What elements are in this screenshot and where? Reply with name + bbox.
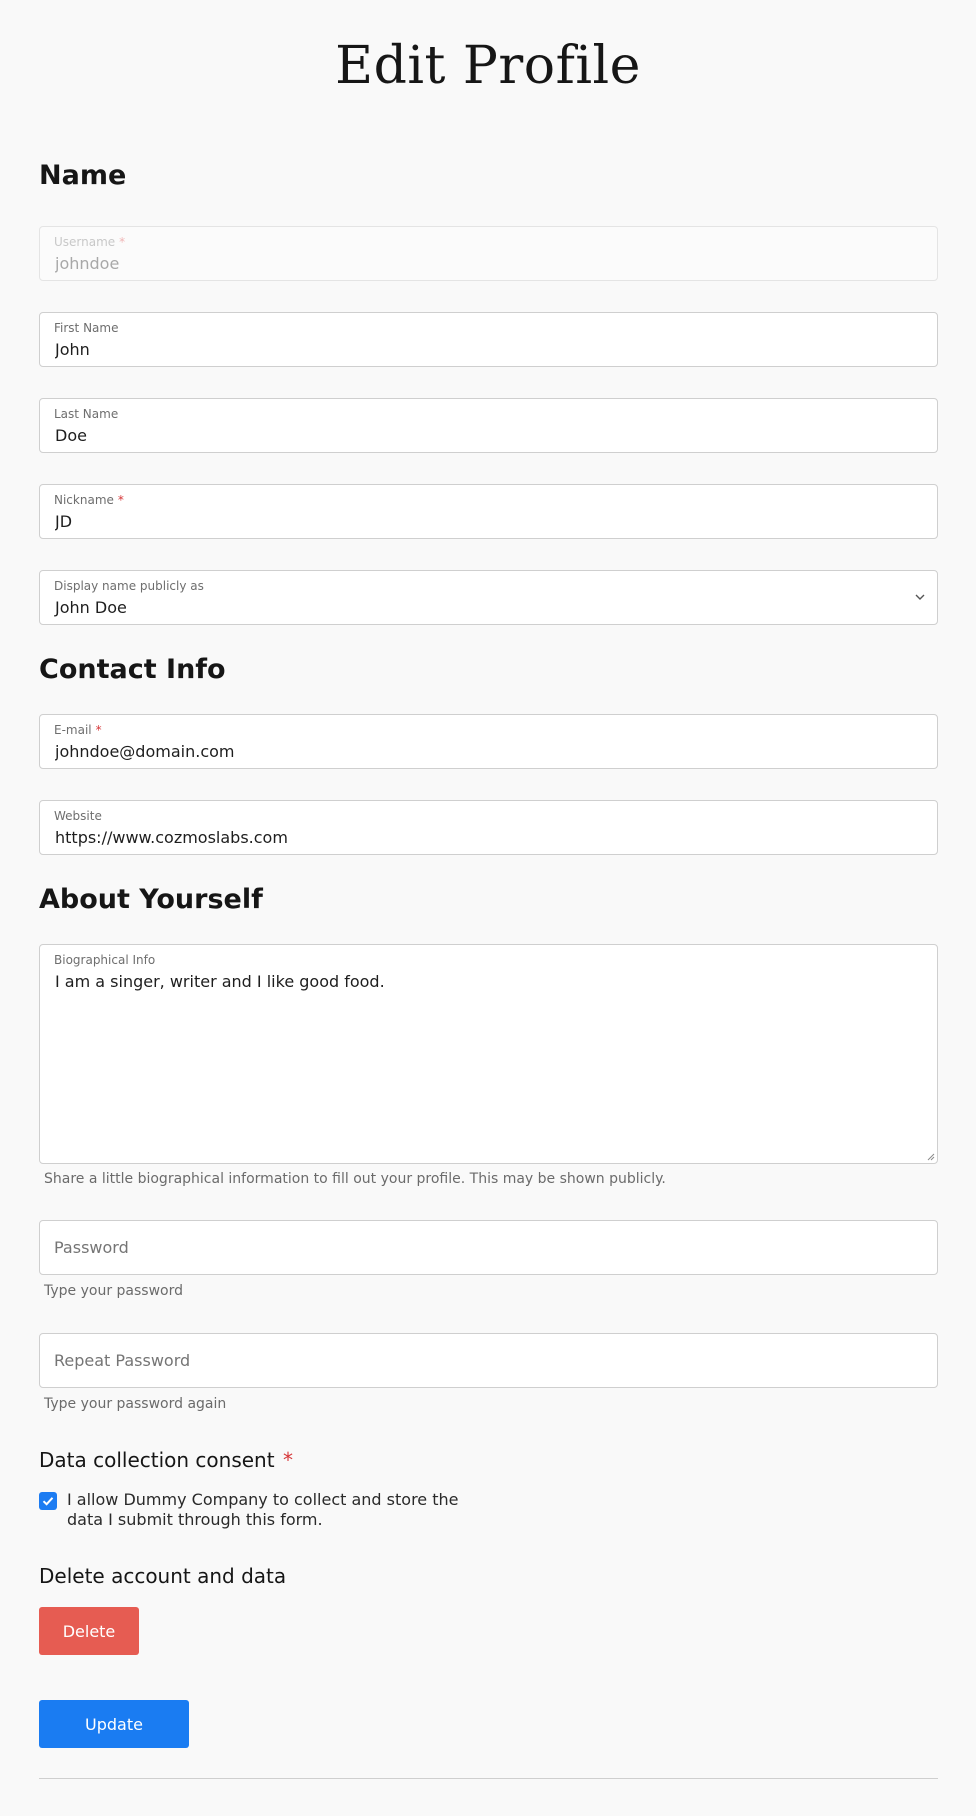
required-asterisk: * <box>119 235 126 249</box>
username-input <box>55 254 915 273</box>
nickname-field[interactable] <box>39 484 938 539</box>
first-name-field[interactable] <box>39 312 938 367</box>
password-field[interactable] <box>39 1220 938 1275</box>
last-name-input[interactable] <box>55 426 915 445</box>
repeat-password-help-text: Type your password again <box>44 1396 227 1412</box>
website-label: Website <box>54 809 102 823</box>
required-asterisk: * <box>282 1448 293 1472</box>
checkmark-icon <box>39 1492 57 1510</box>
nickname-label: Nickname * <box>54 493 124 507</box>
consent-title: Data collection consent * <box>39 1448 293 1472</box>
display-name-label: Display name publicly as <box>54 579 204 593</box>
section-title-contact: Contact Info <box>39 654 226 685</box>
required-asterisk: * <box>117 493 124 507</box>
consent-label: I allow Dummy Company to collect and store the data I submit through this form. <box>67 1490 459 1529</box>
bio-label: Biographical Info <box>54 953 156 967</box>
consent-checkbox[interactable] <box>39 1492 57 1510</box>
section-title-name: Name <box>39 160 127 191</box>
website-input[interactable] <box>55 828 915 847</box>
delete-button[interactable]: Delete <box>39 1607 139 1655</box>
password-input[interactable] <box>54 1238 914 1257</box>
delete-section-title: Delete account and data <box>39 1564 287 1588</box>
repeat-password-field[interactable] <box>39 1333 938 1388</box>
divider <box>39 1778 938 1779</box>
required-asterisk: * <box>95 723 102 737</box>
username-label: Username * <box>54 235 126 249</box>
repeat-password-input[interactable] <box>54 1351 914 1370</box>
display-name-value: John Doe <box>55 598 127 617</box>
last-name-field[interactable] <box>39 398 938 453</box>
username-field <box>39 226 938 281</box>
password-help-text: Type your password <box>44 1283 184 1299</box>
bio-help-text: Share a little biographical information to fill out your profile. This may be shown publicly. <box>44 1171 666 1187</box>
resize-handle-icon[interactable] <box>925 1151 935 1161</box>
nickname-input[interactable] <box>55 512 915 531</box>
first-name-input[interactable] <box>55 340 915 359</box>
website-field[interactable] <box>39 800 938 855</box>
update-button[interactable]: Update <box>39 1700 189 1748</box>
bio-field[interactable] <box>39 944 938 1164</box>
display-name-select[interactable] <box>39 570 938 625</box>
section-title-about: About Yourself <box>39 884 263 915</box>
first-name-label: First Name <box>54 321 119 335</box>
email-field[interactable] <box>39 714 938 769</box>
chevron-down-icon[interactable] <box>913 590 927 604</box>
bio-textarea[interactable] <box>55 972 915 1132</box>
last-name-label: Last Name <box>54 407 119 421</box>
email-input[interactable] <box>55 742 915 761</box>
email-label: E-mail * <box>54 723 102 737</box>
page-title: Edit Profile <box>335 36 641 96</box>
